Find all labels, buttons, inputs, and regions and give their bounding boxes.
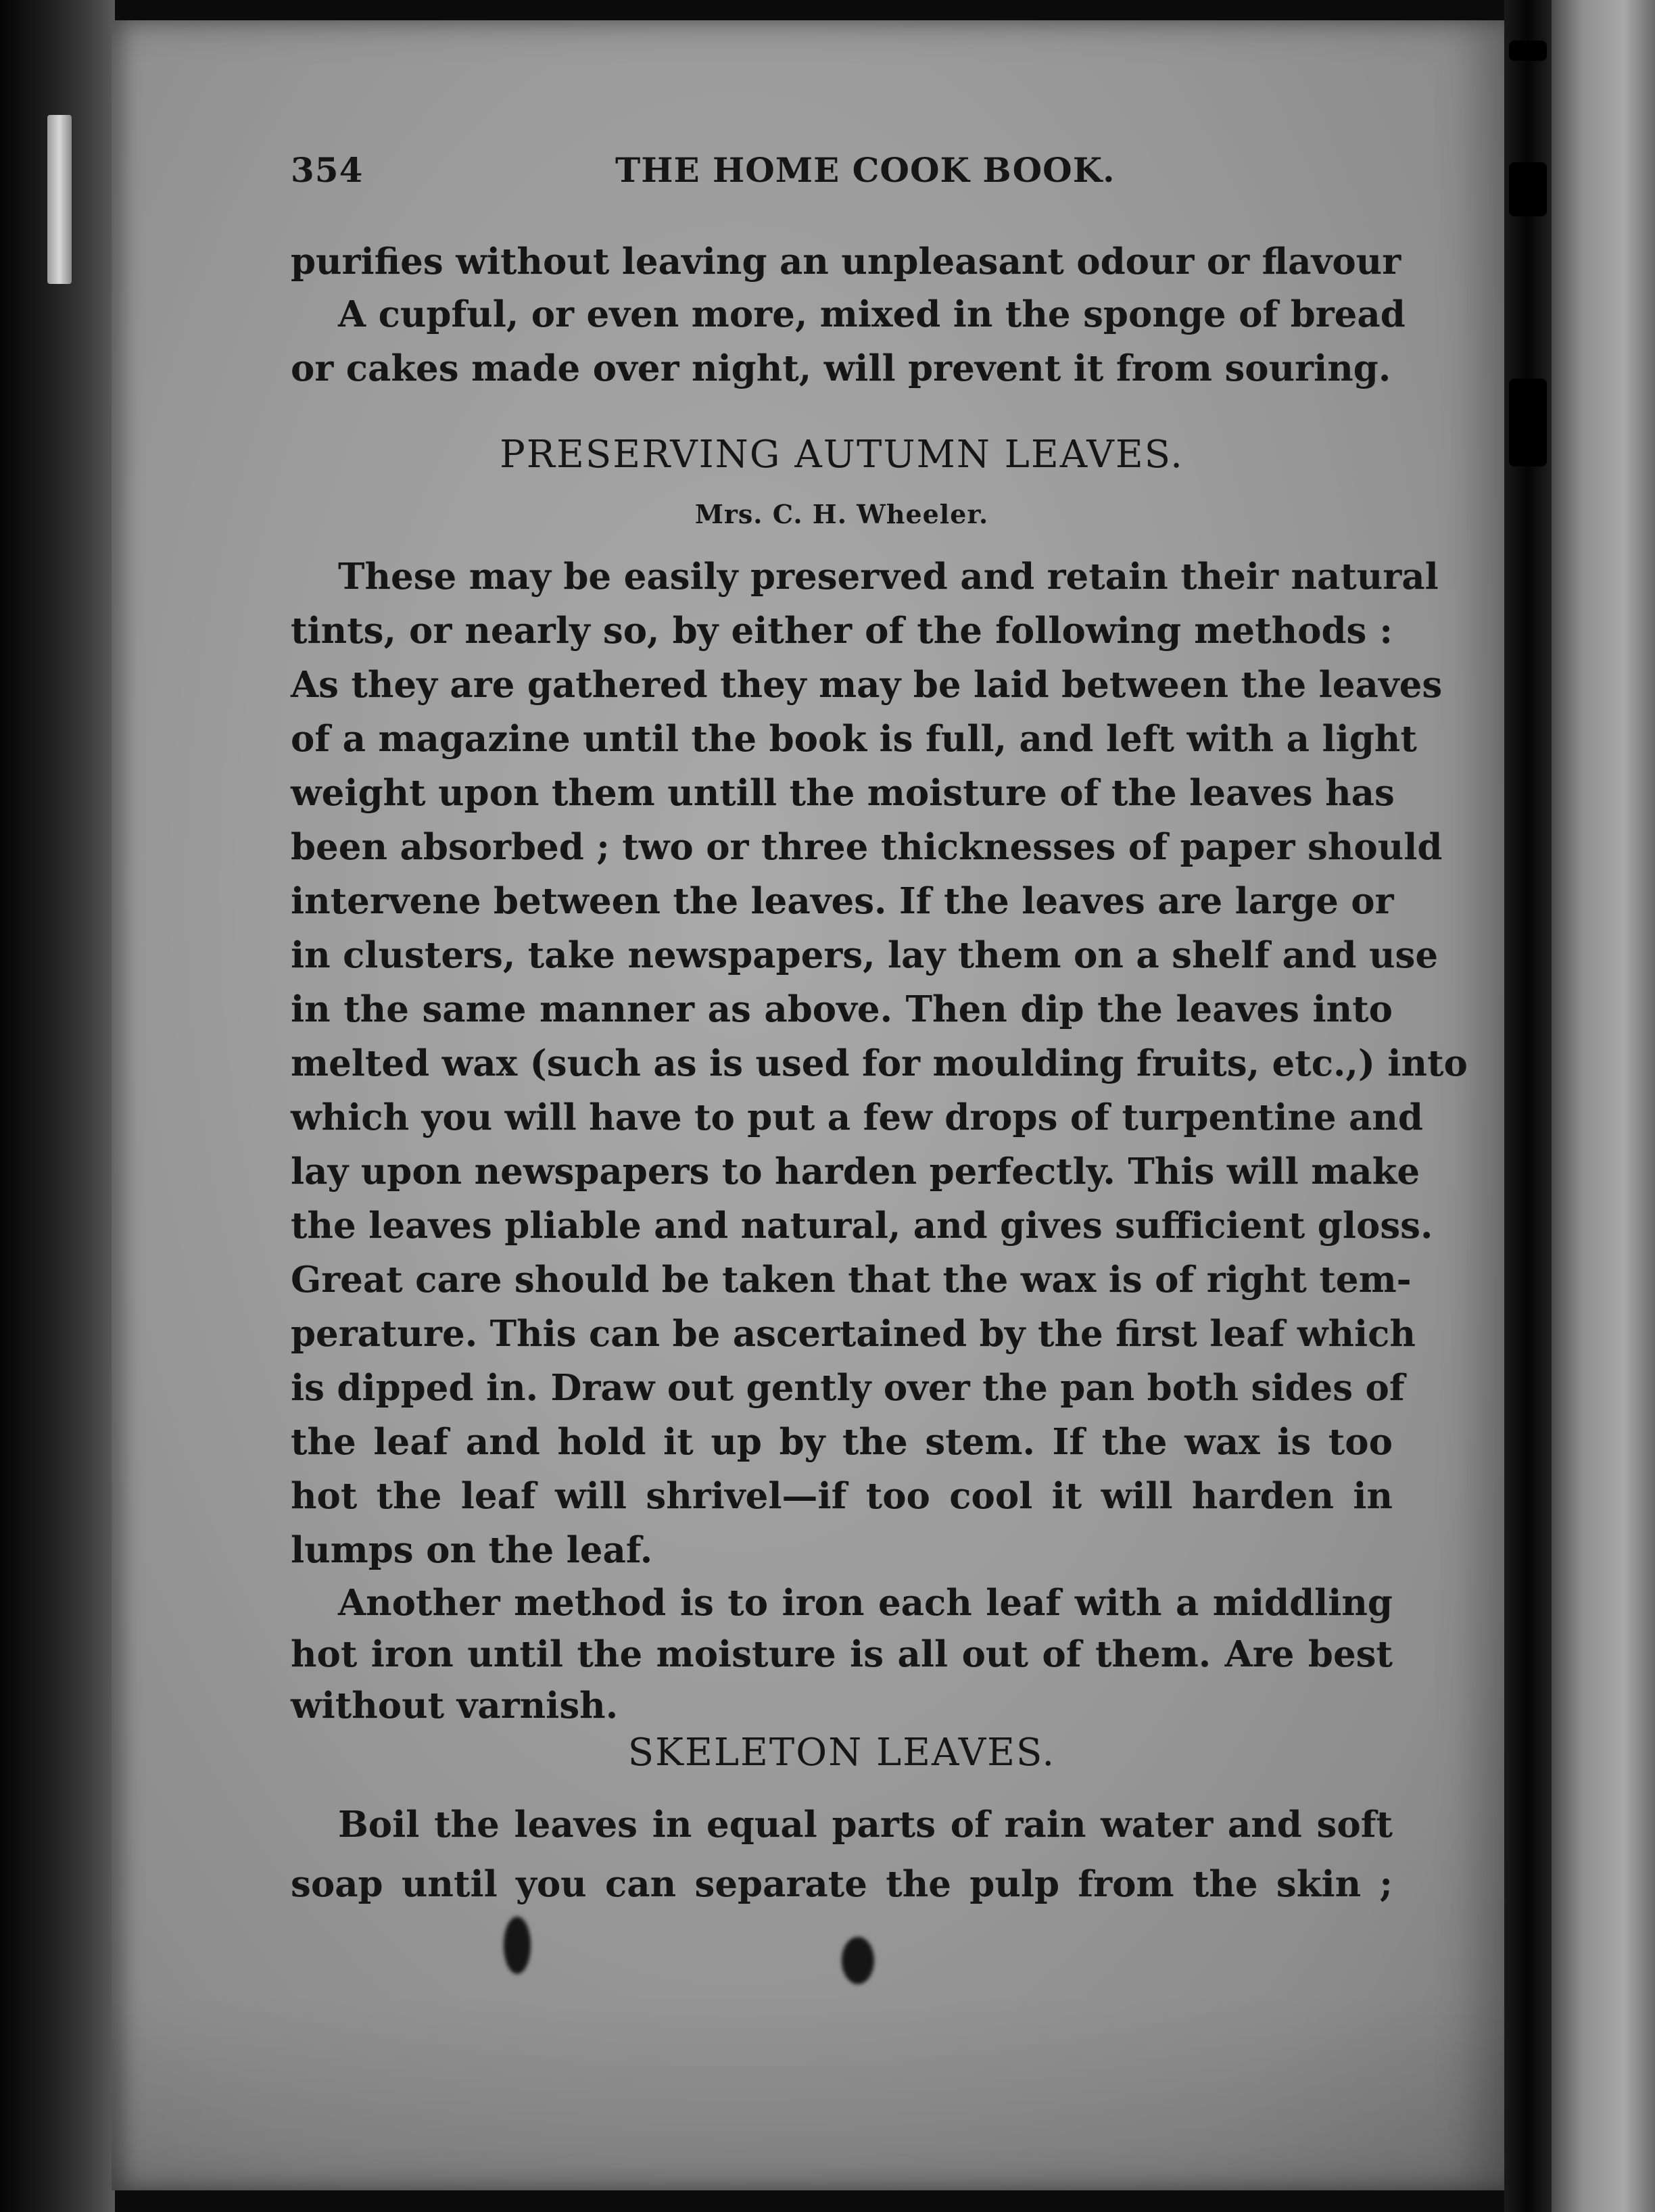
body-line: perature. This can be ascertained by the first leaf which [291, 1313, 1416, 1355]
body-line: Great care should be taken that the wax is of right tem- [291, 1259, 1412, 1301]
book-spine [1504, 0, 1552, 2212]
body-line: weight upon them untill the moisture of the leaves has [291, 772, 1395, 814]
body-line: These may be easily preserved and retain their natural [338, 556, 1439, 598]
section-heading: PRESERVING AUTUMN LEAVES. [500, 433, 1184, 477]
body-line: in the same manner as above. Then dip the leaves into [291, 988, 1393, 1030]
page-number: 354 [291, 150, 364, 190]
body-line: lay upon newspapers to harden perfectly. This will make [291, 1151, 1420, 1193]
body-line: lumps on the leaf. [291, 1529, 653, 1571]
body-line: A cupful, or even more, mixed in the sponge of bread [338, 293, 1406, 335]
body-line: purifies without leaving an unpleasant odour or flavour [291, 241, 1401, 283]
body-line: been absorbed ; two or three thicknesses of paper should [291, 826, 1443, 868]
left-tab-mark [47, 115, 72, 284]
left-binding-edge [0, 0, 115, 2212]
body-line: of a magazine until the book is full, and left with a light [291, 718, 1417, 760]
facing-page-edge [1552, 0, 1655, 2212]
ink-smudge [504, 1917, 531, 1974]
body-line: soap until you can separate the pulp from the skin ; [291, 1863, 1393, 1905]
body-line: tints, or nearly so, by either of the following methods : [291, 610, 1393, 652]
body-line: hot iron until the moisture is all out of them. Are best [291, 1633, 1393, 1675]
spine-notch [1509, 379, 1547, 466]
body-line: As they are gathered they may be laid between the leaves [291, 664, 1443, 706]
body-line: the leaf and hold it up by the stem. If the wax is too [291, 1421, 1393, 1463]
body-line: Boil the leaves in equal parts of rain water and soft [338, 1804, 1393, 1846]
spine-notch [1509, 41, 1547, 61]
body-line: melted wax (such as is used for moulding fruits, etc.,) into [291, 1042, 1468, 1084]
spine-notch [1509, 162, 1547, 216]
body-line: the leaves pliable and natural, and gives sufficient gloss. [291, 1205, 1433, 1247]
body-line: is dipped in. Draw out gently over the pan both sides of [291, 1367, 1405, 1409]
body-line: Another method is to iron each leaf with a middling [338, 1582, 1393, 1624]
ink-smudge [842, 1937, 874, 1984]
body-line: in clusters, take newspapers, lay them on a shelf and use [291, 934, 1439, 976]
running-title: THE HOME COOK BOOK. [615, 150, 1116, 190]
body-line: hot the leaf will shrivel—if too cool it will harden in [291, 1475, 1393, 1517]
body-line: which you will have to put a few drops of turpentine and [291, 1097, 1423, 1138]
body-line: intervene between the leaves. If the leaves are large or [291, 880, 1394, 922]
page-bottom-shade [112, 1994, 1504, 2190]
author-byline: Mrs. C. H. Wheeler. [694, 499, 989, 529]
body-line: or cakes made over night, will prevent it from souring. [291, 347, 1391, 389]
section-heading: SKELETON LEAVES. [627, 1731, 1056, 1775]
body-line: without varnish. [291, 1685, 619, 1727]
